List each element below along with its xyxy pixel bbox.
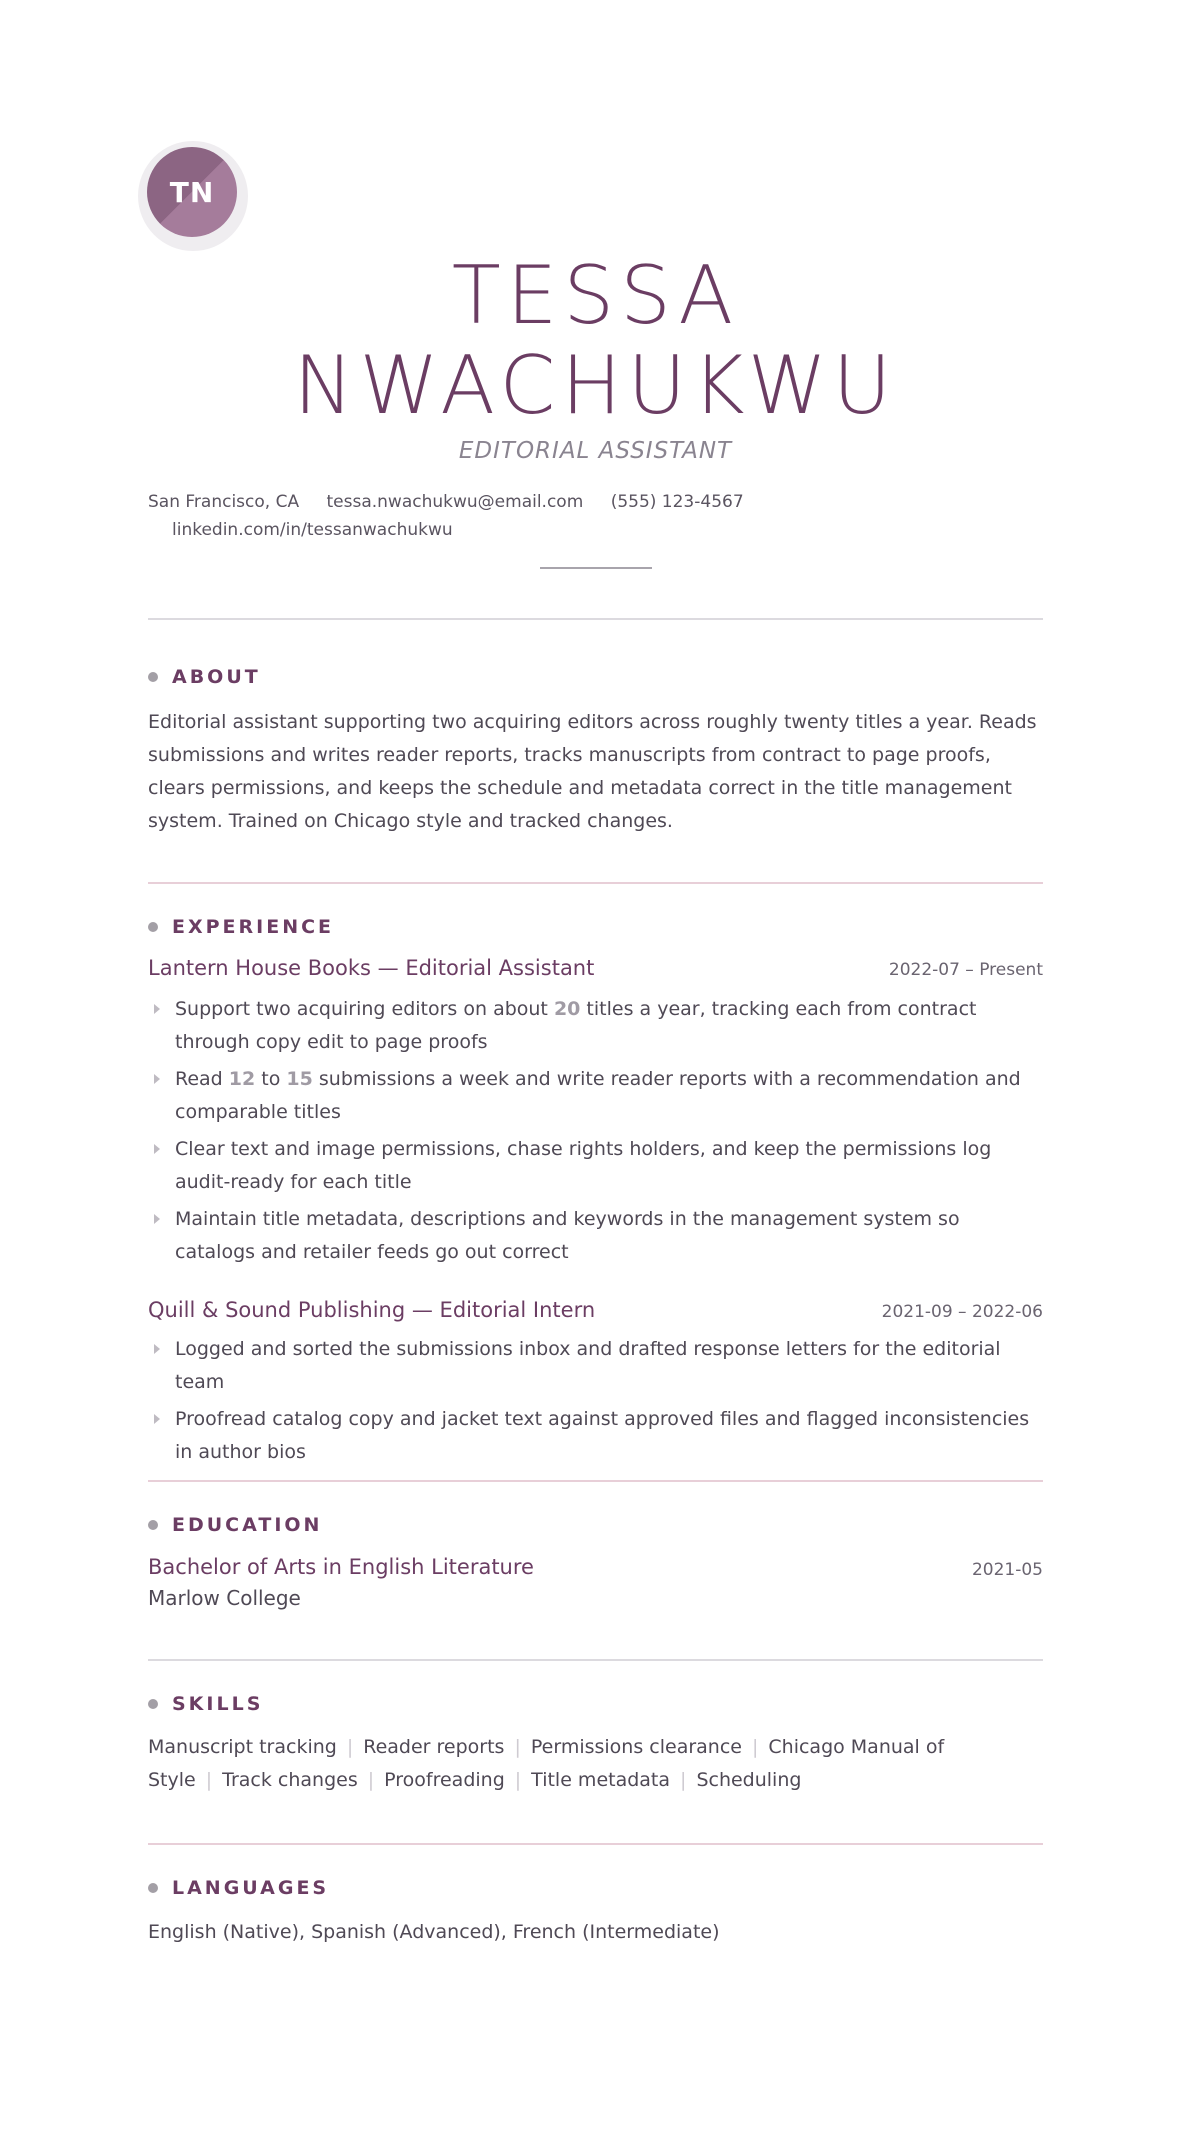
- list-item: Maintain title metadata, descriptions and keywords in the management system so catalogs and retailer feeds go out correct: [148, 1203, 1043, 1269]
- degree-title: Bachelor of Arts in English Literature: [148, 1555, 534, 1579]
- header-divider: [148, 618, 1043, 620]
- section-skills-heading: SKILLS: [148, 1692, 263, 1716]
- bullet-dot-icon: [148, 922, 158, 932]
- contact-info: [148, 488, 768, 544]
- skill-separator: |: [514, 1736, 521, 1758]
- avatar: TN: [147, 147, 237, 237]
- list-item: Read 12 to 15 submissions a week and write reader reports with a recommendation and comparable titles: [148, 1063, 1043, 1129]
- triangle-bullet-icon: [154, 1004, 160, 1014]
- skill-item: Manuscript tracking: [148, 1736, 337, 1758]
- job-role: EDITORIAL ASSISTANT: [458, 438, 733, 464]
- school-name: Marlow College: [148, 1586, 301, 1610]
- name-last: NWACHUKWU: [293, 339, 898, 432]
- skill-separator: |: [346, 1736, 354, 1758]
- triangle-bullet-icon: [154, 1144, 160, 1154]
- skill-separator: |: [514, 1769, 522, 1791]
- job-dates: 2022-07 – Present: [888, 960, 1043, 980]
- skill-item: Chicago Manual of Style: [148, 1736, 945, 1791]
- section-divider: [148, 1480, 1043, 1482]
- list-item: Proofread catalog copy and jacket text against approved files and flagged inconsistencies in author bios: [148, 1403, 1043, 1469]
- skill-item: Title metadata: [531, 1769, 671, 1791]
- name-first: TESSA: [451, 249, 740, 342]
- skills-list: [148, 1731, 968, 1797]
- list-item: Support two acquiring editors on about 20 titles a year, tracking each from contract through copy edit to page proofs: [148, 993, 1043, 1059]
- skill-separator: |: [680, 1769, 687, 1791]
- section-divider: [148, 1843, 1043, 1845]
- skill-item: Track changes: [222, 1769, 358, 1791]
- skill-item: Proofreading: [384, 1769, 505, 1791]
- job-title: Lantern House Books — Editorial Assistant: [148, 956, 595, 980]
- list-item: Logged and sorted the submissions inbox and drafted response letters for the editorial team: [148, 1333, 1043, 1399]
- contact-linkedin[interactable]: linkedin.com/in/tessanwachukwu: [172, 520, 453, 540]
- section-experience-heading: EXPERIENCE: [148, 915, 334, 939]
- triangle-bullet-icon: [154, 1344, 160, 1354]
- bullet-dot-icon: [148, 672, 158, 682]
- skill-item: Permissions clearance: [530, 1736, 742, 1758]
- section-divider: [148, 882, 1043, 884]
- job-dates: 2021-09 – 2022-06: [881, 1302, 1043, 1322]
- skill-separator: |: [367, 1769, 375, 1791]
- section-about-heading: ABOUT: [148, 665, 261, 689]
- skill-separator: |: [205, 1769, 213, 1791]
- bullet-dot-icon: [148, 1520, 158, 1530]
- job-title: Quill & Sound Publishing — Editorial Intern: [148, 1298, 596, 1322]
- triangle-bullet-icon: [154, 1074, 160, 1084]
- about-text: Editorial assistant supporting two acquiring editors across roughly twenty titles a year. Reads submissions and writes reader reports, tracks manuscripts from contract to page proofs, clears permissions, and keeps the schedule and metadata correct in the title management system. Trained on Chicago style and tracked changes.: [148, 711, 1037, 832]
- skill-item: Scheduling: [696, 1769, 802, 1791]
- contact-location: San Francisco, CA: [148, 492, 300, 512]
- job-bullets: [148, 993, 1043, 1273]
- contact-email[interactable]: tessa.nwachukwu@email.com: [326, 492, 584, 512]
- bullet-dot-icon: [148, 1883, 158, 1893]
- section-languages-heading: LANGUAGES: [148, 1876, 329, 1900]
- contact-phone[interactable]: (555) 123-4567: [610, 492, 744, 512]
- list-item: Clear text and image permissions, chase rights holders, and keep the permissions log audit-ready for each title: [148, 1133, 1043, 1199]
- section-divider: [148, 1659, 1043, 1661]
- section-education-heading: EDUCATION: [148, 1513, 322, 1537]
- title-divider: [540, 567, 652, 569]
- skill-separator: |: [751, 1736, 759, 1758]
- languages-text: English (Native), Spanish (Advanced), French (Intermediate): [148, 1921, 720, 1943]
- skill-item: Reader reports: [363, 1736, 505, 1758]
- triangle-bullet-icon: [154, 1414, 160, 1424]
- job-bullets: [148, 1333, 1043, 1473]
- triangle-bullet-icon: [154, 1214, 160, 1224]
- degree-date: 2021-05: [971, 1560, 1043, 1580]
- bullet-dot-icon: [148, 1699, 158, 1709]
